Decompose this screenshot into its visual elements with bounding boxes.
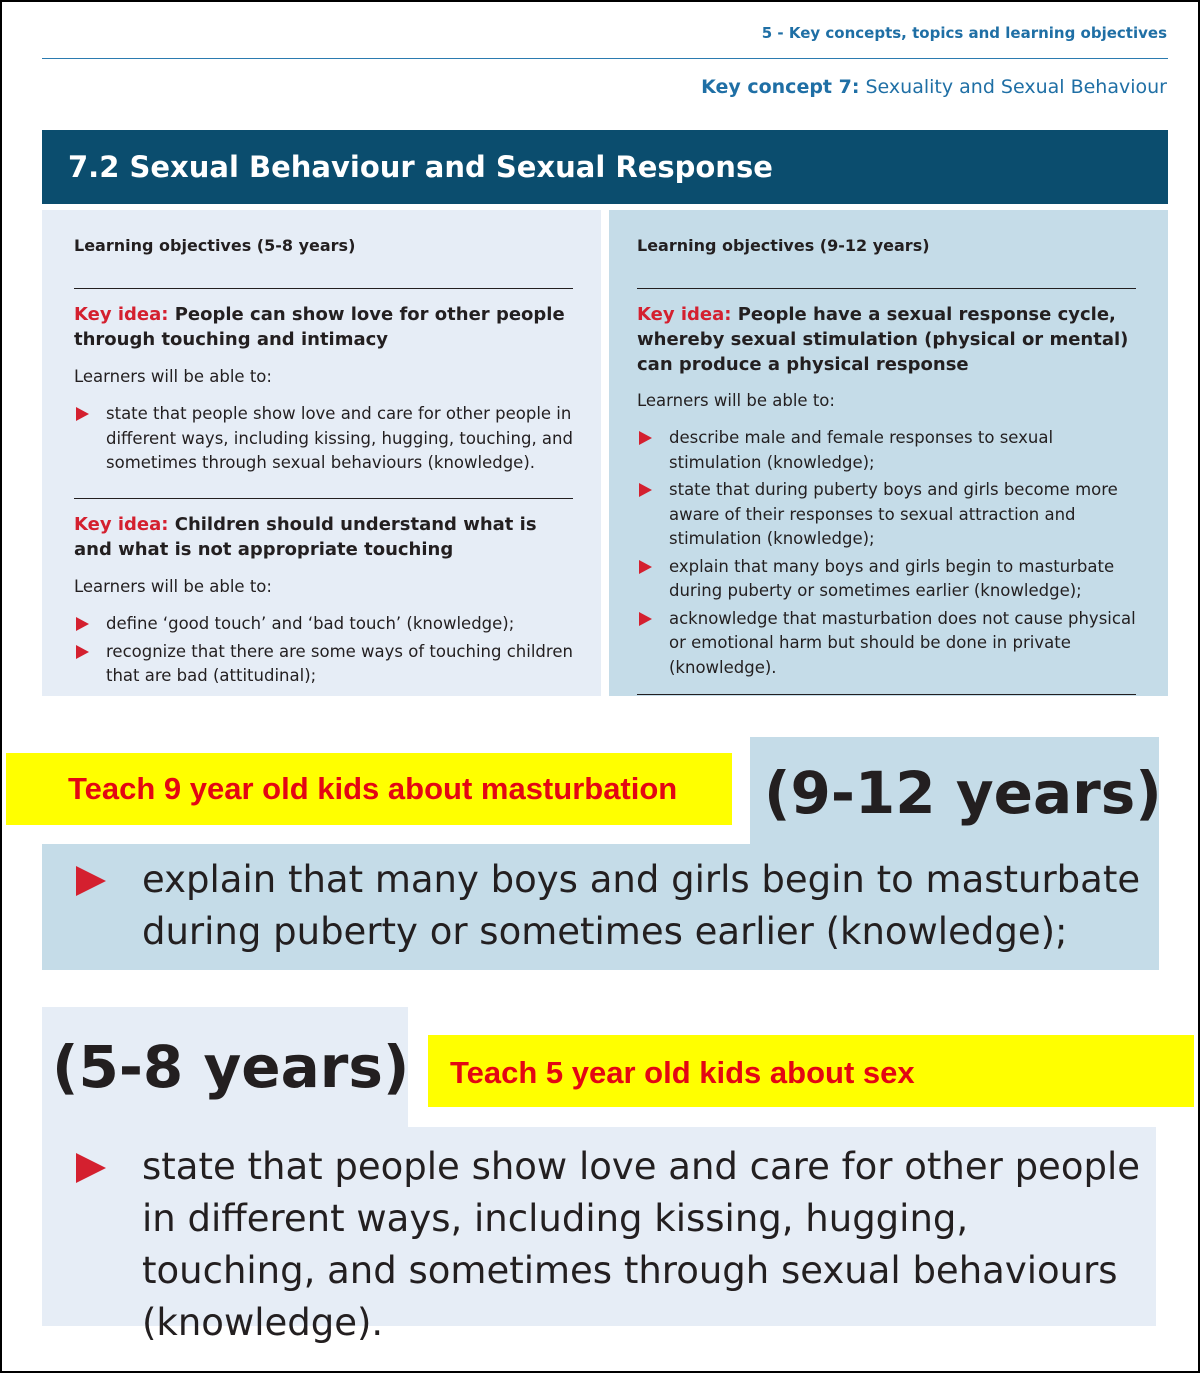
zoom-age-label-5-8: (5-8 years) [52, 1033, 410, 1101]
bullet-triangle-icon [76, 617, 89, 631]
header-rule [42, 58, 1168, 59]
bullet-triangle-icon [76, 1153, 106, 1183]
key-idea-label: Key idea: [74, 304, 169, 325]
left-column-heading: Learning objectives (5-8 years) [74, 236, 356, 255]
zoom-age-box-5-8 [42, 1007, 408, 1129]
key-idea-label: Key idea: [637, 304, 732, 325]
bullet-triangle-icon [639, 612, 652, 626]
running-head: 5 - Key concepts, topics and learning objectives [761, 24, 1167, 42]
left-column-5-8 [42, 210, 601, 696]
zoom-age-box-9-12 [750, 737, 1162, 847]
key-concept-title: Sexuality and Sexual Behaviour [865, 76, 1167, 98]
list-item: state that during puberty boys and girls become more aware of their responses to sexual attraction and stimulation (knowledge); [637, 478, 1142, 552]
bullet-triangle-icon [76, 645, 89, 659]
bullet-triangle-icon [76, 407, 89, 421]
right-column-9-12 [609, 210, 1168, 696]
zoom-quote-9-12 [42, 844, 1159, 970]
right-column-heading: Learning objectives (9-12 years) [637, 236, 930, 255]
bullet-triangle-icon [76, 866, 106, 896]
zoom-quote-text-9-12: explain that many boys and girls begin to masturbate during puberty or sometimes earlier (knowledge); [142, 858, 1141, 953]
key-idea-text: People have a sexual response cycle, whereby sexual stimulation (physical or mental) can produce a physical response [637, 304, 1129, 375]
bullet-triangle-icon [639, 560, 652, 574]
right-divider-2 [637, 694, 1136, 695]
list-item: define ‘good touch’ and ‘bad touch’ (knowledge); [74, 612, 579, 637]
list-item: state that people show love and care for other people in different ways, including kissing, hugging, touching, and sometimes through sexual behaviours (knowledge). [74, 402, 579, 476]
list-item: describe male and female responses to sexual stimulation (knowledge); [637, 426, 1142, 475]
learners-intro: Learners will be able to: [74, 367, 272, 386]
section-banner [42, 130, 1168, 204]
zoom-quote-5-8 [42, 1127, 1156, 1344]
left-divider-2 [74, 498, 573, 499]
left-key-idea-2 [74, 512, 574, 562]
left-divider-1 [74, 288, 573, 289]
learners-intro: Learners will be able to: [637, 391, 835, 410]
list-item: acknowledge that masturbation does not cause physical or emotional harm but should be done in private (knowledge). [637, 607, 1142, 681]
left-key-idea-1-bullets [74, 402, 579, 479]
annotation-text-1: Teach 9 year old kids about masturbation [68, 771, 678, 806]
learners-intro: Learners will be able to: [74, 577, 272, 596]
key-idea-text: People can show love for other people through touching and intimacy [74, 304, 565, 350]
key-concept-label: Key concept 7: [701, 76, 860, 98]
key-concept-heading [701, 76, 1167, 98]
section-title: 7.2 Sexual Behaviour and Sexual Response [68, 150, 773, 184]
right-divider-1 [637, 288, 1136, 289]
left-key-idea-1 [74, 302, 574, 352]
list-item: explain that many boys and girls begin to masturbate during puberty or sometimes earlier (knowledge); [637, 555, 1142, 604]
right-key-idea-1-bullets [637, 426, 1142, 683]
right-key-idea-1 [637, 302, 1137, 377]
annotation-text-2: Teach 5 year old kids about sex [450, 1055, 915, 1090]
key-idea-label: Key idea: [74, 514, 169, 535]
bullet-triangle-icon [639, 431, 652, 445]
left-key-idea-2-bullets [74, 612, 579, 692]
bullet-triangle-icon [639, 483, 652, 497]
list-item: recognize that there are some ways of touching children that are bad (attitudinal); [74, 640, 579, 689]
zoom-age-label-9-12: (9-12 years) [764, 759, 1162, 827]
annotation-highlight-2 [428, 1035, 1194, 1107]
annotation-highlight-1 [6, 753, 732, 825]
zoom-quote-text-5-8: state that people show love and care for other people in different ways, including kissing, hugging, touching, and sometimes through sexual behaviours (knowledge). [142, 1145, 1140, 1344]
key-idea-text: Children should understand what is and what is not appropriate touching [74, 514, 537, 560]
